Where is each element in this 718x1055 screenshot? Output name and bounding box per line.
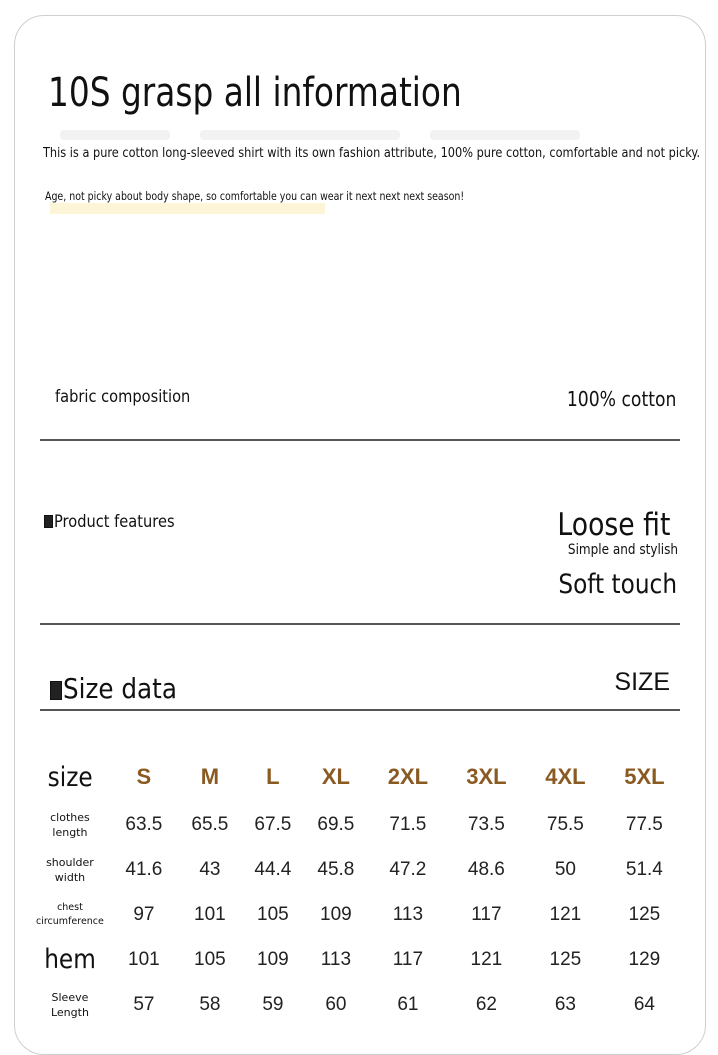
table-cell: 67.5: [254, 813, 292, 835]
table-row: [36, 892, 677, 937]
table-cell: 51.4: [625, 858, 663, 880]
table-cell: 58: [199, 993, 221, 1015]
table-cell: 57: [133, 993, 155, 1015]
table-cell: 62: [475, 993, 497, 1015]
table-cell: 63.5: [125, 813, 163, 835]
feature-soft-touch: Soft touch: [558, 569, 677, 600]
feature-loose-fit: Loose fit: [556, 507, 670, 543]
table-cell: 117: [392, 948, 424, 970]
table-cell: 59: [262, 993, 284, 1015]
row-label: clothes length: [50, 810, 90, 839]
table-cell: 63: [554, 993, 576, 1015]
blur-artifact: [200, 130, 400, 140]
table-cell: 65.5: [191, 813, 229, 835]
table-cell: 97: [133, 903, 155, 925]
table-cell: 73.5: [467, 813, 505, 835]
size-badge: SIZE: [614, 668, 670, 696]
table-cell: 129: [628, 948, 661, 970]
size-column-header: 4XL: [545, 764, 586, 789]
size-section-heading: Size data: [50, 672, 192, 705]
size-column-header: 3XL: [466, 764, 507, 789]
fabric-label: fabric composition: [55, 387, 191, 407]
table-cell: 41.6: [125, 858, 163, 880]
table-cell: 77.5: [625, 813, 663, 835]
table-cell: 44.4: [254, 858, 292, 880]
table-cell: 45.8: [317, 858, 355, 880]
row-label: hem: [44, 944, 96, 975]
size-column-header: 5XL: [624, 764, 665, 789]
size-column-header: 2XL: [387, 764, 429, 789]
table-cell: 113: [320, 948, 352, 970]
table-cell: 64: [633, 993, 655, 1015]
table-row: [36, 982, 677, 1027]
table-cell: 61: [397, 993, 419, 1015]
size-column-header: XL: [321, 764, 350, 789]
divider: [40, 623, 680, 625]
feature-fit-subtitle: Simple and stylish: [567, 542, 678, 558]
blur-artifact: [430, 130, 580, 140]
size-column-header: M: [200, 764, 220, 789]
table-cell: 109: [257, 948, 289, 970]
table-cell: 50: [554, 858, 576, 880]
size-column-header: L: [266, 764, 280, 789]
table-row: [36, 847, 677, 892]
table-cell: 121: [470, 948, 503, 970]
table-cell: 125: [549, 948, 582, 970]
fabric-value: 100% cotton: [566, 387, 676, 411]
table-cell: 69.5: [317, 813, 355, 835]
table-cell: 105: [194, 948, 226, 970]
size-table: [36, 752, 677, 1027]
bullet-icon: [44, 515, 53, 528]
size-header-label: size: [47, 761, 93, 793]
page-title: 10S grasp all information: [48, 70, 462, 116]
text-highlight: [50, 203, 325, 214]
table-cell: 47.2: [389, 858, 427, 880]
table-cell: 117: [471, 903, 502, 925]
size-header-row: [36, 752, 677, 802]
table-cell: 48.6: [467, 858, 505, 880]
table-cell: 101: [128, 948, 160, 970]
features-label: Product features: [44, 512, 194, 532]
table-cell: 121: [549, 903, 582, 925]
table-cell: 71.5: [389, 813, 427, 835]
table-row: [36, 802, 677, 847]
table-row: [36, 937, 677, 982]
row-label: Sleeve Length: [50, 990, 89, 1019]
blur-artifact: [60, 130, 170, 140]
description-line-2: Age, not picky about body shape, so comfortable you can wear it next next next season!: [45, 189, 465, 203]
row-label: chest circumference: [36, 901, 104, 927]
row-label: shoulder width: [46, 855, 94, 884]
description-line-1: This is a pure cotton long-sleeved shirt with its own fashion attribute, 100% pure cotton, comfortable and not picky.: [43, 145, 701, 161]
table-cell: 105: [257, 903, 289, 925]
table-cell: 60: [325, 993, 347, 1015]
table-cell: 101: [194, 903, 226, 925]
divider: [40, 439, 680, 441]
table-cell: 109: [320, 903, 352, 925]
bullet-icon: [50, 681, 62, 700]
table-cell: 125: [628, 903, 661, 925]
divider: [40, 709, 680, 711]
size-column-header: S: [136, 764, 152, 789]
table-cell: 75.5: [546, 813, 584, 835]
table-cell: 43: [199, 858, 221, 880]
table-cell: 113: [392, 903, 424, 925]
